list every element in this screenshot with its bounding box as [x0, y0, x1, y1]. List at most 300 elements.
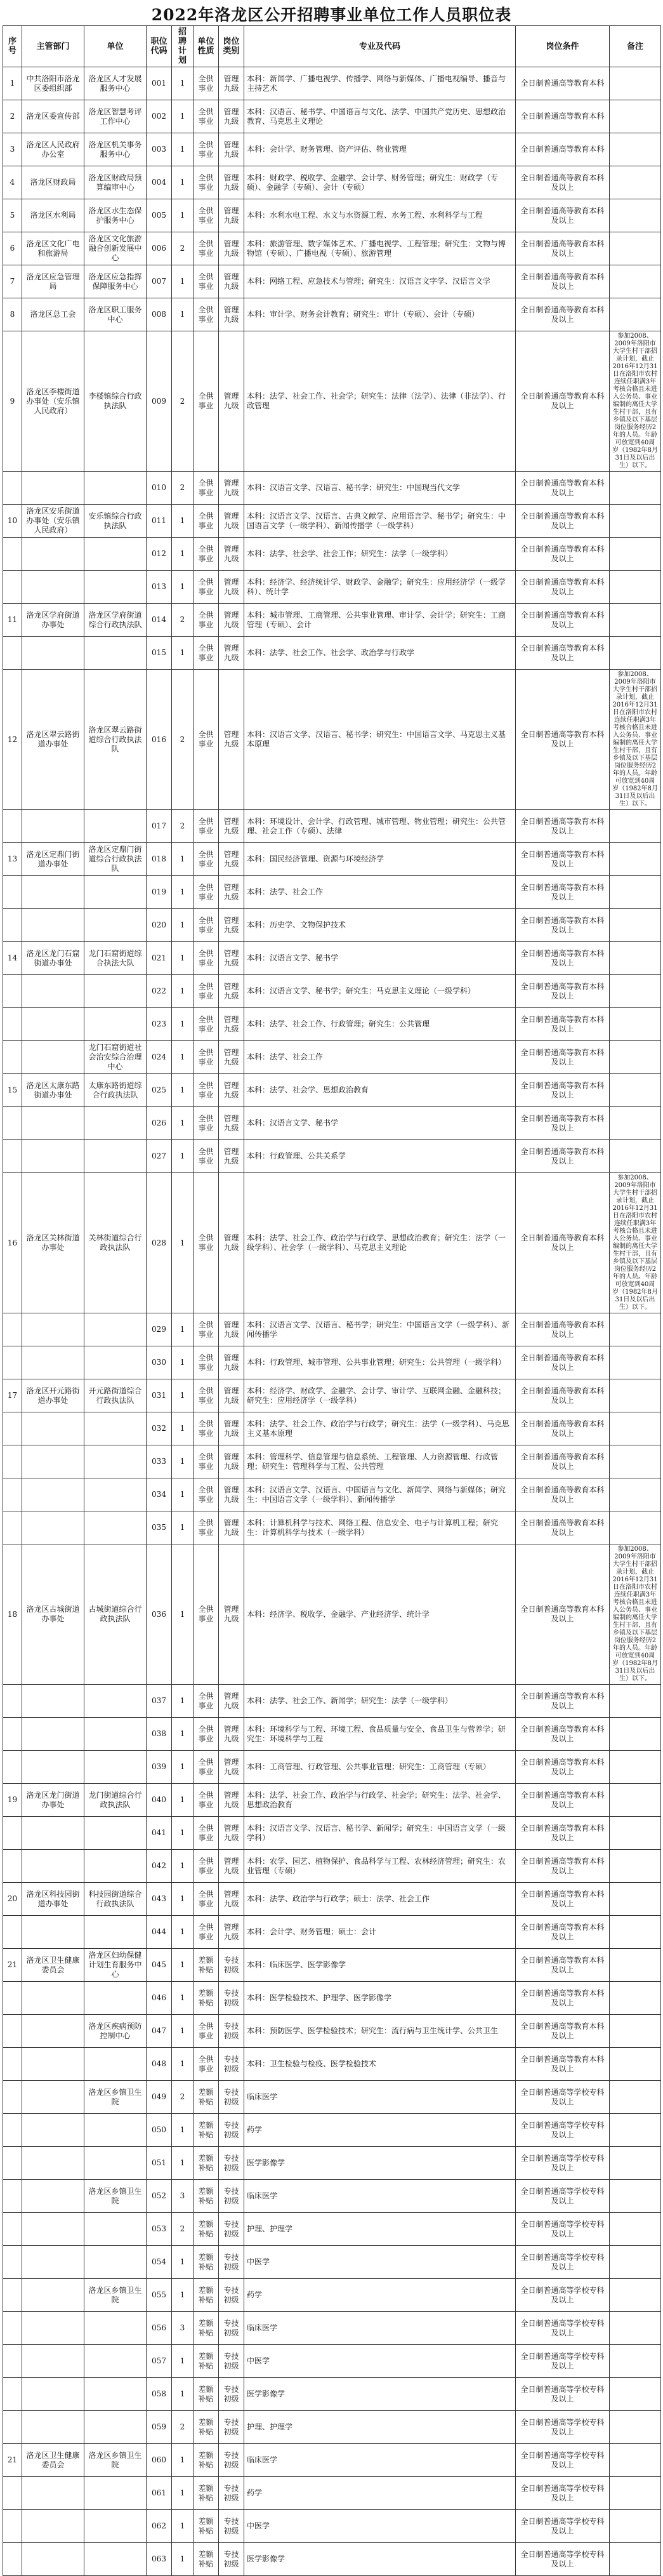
table-row	[3, 1478, 661, 1511]
major-cell: 本科：法学、社会工作	[244, 876, 516, 909]
major-cell: 本科：预防医学、医学检验技术；研究生：流行病与卫生统计学、公共卫生	[244, 2015, 516, 2048]
table-row	[3, 1784, 661, 1817]
condition-cell: 全日制普通高等学校专科及以上	[516, 2345, 610, 2378]
code-cell: 012	[147, 538, 172, 571]
code-cell: 061	[147, 2477, 172, 2510]
plan-cell: 1	[172, 1379, 194, 1412]
major-cell: 药学	[244, 2279, 516, 2312]
note-cell	[610, 100, 661, 133]
table-row	[3, 2048, 661, 2081]
major-cell: 本科：汉语言文学、汉语言、秘书学、新闻学；研究生：中国语言文学（一级学科）	[244, 1817, 516, 1850]
note-cell	[610, 1041, 661, 1074]
condition-cell: 全日制普通高等教育本科及以上	[516, 1313, 610, 1346]
major-cell: 本科：旅游管理、数字媒体艺术、广播电视学、工程管理；研究生：文物与博物馆（专硕）、广播电视（专硕）、旅游管理	[244, 232, 516, 265]
major-cell: 本科：会计学、财务管理；硕士：会计	[244, 1916, 516, 1949]
code-cell: 036	[147, 1544, 172, 1685]
unit-cell	[84, 1751, 147, 1784]
nature-cell: 差额补贴	[194, 2279, 219, 2312]
category-cell: 管理九级	[219, 975, 244, 1008]
major-cell: 本科：网络工程、应急技术与管理；研究生：汉语言文字学、汉语言文学	[244, 265, 516, 298]
major-cell: 中医学	[244, 2510, 516, 2543]
seq-cell	[3, 1982, 22, 2015]
condition-cell: 全日制普通高等学校专科及以上	[516, 2180, 610, 2213]
condition-cell: 全日制普通高等学校专科及以上	[516, 2477, 610, 2510]
category-cell: 管理九级	[219, 1751, 244, 1784]
unit-cell: 太康东路街道综合行政执法队	[84, 1074, 147, 1107]
code-cell: 050	[147, 2114, 172, 2147]
seq-cell	[3, 1685, 22, 1718]
table-row	[3, 1982, 661, 2015]
table-row	[3, 2411, 661, 2444]
table-row	[3, 604, 661, 637]
note-cell	[610, 232, 661, 265]
condition-cell: 全日制普通高等教育本科	[516, 67, 610, 100]
note-cell	[610, 2444, 661, 2477]
category-cell: 专技初级	[219, 2543, 244, 2576]
plan-cell: 1	[172, 1511, 194, 1544]
header-dept: 主管部门	[22, 26, 84, 67]
plan-cell: 1	[172, 1074, 194, 1107]
dept-cell: 洛龙区卫生健康委员会	[22, 1949, 84, 1982]
major-cell: 中医学	[244, 2345, 516, 2378]
plan-cell: 1	[172, 1982, 194, 2015]
note-cell	[610, 133, 661, 166]
nature-cell: 全供事业	[194, 975, 219, 1008]
note-cell	[610, 843, 661, 876]
category-cell: 管理九级	[219, 331, 244, 472]
table-row	[3, 975, 661, 1008]
nature-cell: 全供事业	[194, 1445, 219, 1478]
unit-cell	[84, 1685, 147, 1718]
dept-cell	[22, 1445, 84, 1478]
category-cell: 管理九级	[219, 472, 244, 505]
dept-cell: 洛龙区财政局	[22, 166, 84, 199]
seq-cell	[3, 1445, 22, 1478]
header-unit: 单位	[84, 26, 147, 67]
dept-cell	[22, 1916, 84, 1949]
nature-cell: 全供事业	[194, 67, 219, 100]
seq-cell	[3, 2015, 22, 2048]
unit-cell	[84, 810, 147, 843]
category-cell: 管理九级	[219, 909, 244, 942]
plan-cell: 1	[172, 942, 194, 975]
unit-cell	[84, 1313, 147, 1346]
category-cell: 专技初级	[219, 2015, 244, 2048]
category-cell: 管理九级	[219, 1883, 244, 1916]
nature-cell: 差额补贴	[194, 1949, 219, 1982]
condition-cell: 全日制普通高等教育本科及以上	[516, 637, 610, 670]
plan-cell: 1	[172, 1949, 194, 1982]
category-cell: 专技初级	[219, 2246, 244, 2279]
condition-cell: 全日制普通高等教育本科及以上	[516, 1041, 610, 1074]
note-cell: 参加2008、2009年洛阳市大学生村干部招录计划，截止2016年12月31日在洛阳市农村连续任职满3年考核合格且未进入公务员、事业编制的离任大学生村干部，且有乡镇及以下基层岗位服务经历2年的人员。年龄可放宽到40周岁（1982年8月31日及以后出生）以下。	[610, 1544, 661, 1685]
table-row	[3, 1313, 661, 1346]
table-row	[3, 1379, 661, 1412]
plan-cell: 1	[172, 1883, 194, 1916]
condition-cell: 全日制普通高等教育本科及以上	[516, 1478, 610, 1511]
unit-cell	[84, 2213, 147, 2246]
table-row	[3, 2477, 661, 2510]
dept-cell	[22, 1982, 84, 2015]
table-row	[3, 1916, 661, 1949]
unit-cell: 洛龙区乡镇卫生院	[84, 2180, 147, 2213]
condition-cell: 全日制普通高等学校专科及以上	[516, 2147, 610, 2180]
seq-cell	[3, 2543, 22, 2576]
category-cell: 管理九级	[219, 67, 244, 100]
unit-cell: 洛龙区应急指挥保障服务中心	[84, 265, 147, 298]
dept-cell	[22, 2015, 84, 2048]
plan-cell: 1	[172, 1478, 194, 1511]
nature-cell: 全供事业	[194, 1074, 219, 1107]
code-cell: 059	[147, 2411, 172, 2444]
category-cell: 专技初级	[219, 2081, 244, 2114]
condition-cell: 全日制普通高等教育本科及以上	[516, 1173, 610, 1313]
plan-cell: 1	[172, 1041, 194, 1074]
major-cell: 临床医学	[244, 2312, 516, 2345]
category-cell: 专技初级	[219, 2147, 244, 2180]
condition-cell: 全日制普通高等教育本科及以上	[516, 2015, 610, 2048]
condition-cell: 全日制普通高等学校专科及以上	[516, 2246, 610, 2279]
seq-cell: 2	[3, 100, 22, 133]
table-row	[3, 232, 661, 265]
condition-cell: 全日制普通高等教育本科及以上	[516, 1916, 610, 1949]
table-body	[3, 67, 661, 2576]
table-row	[3, 1511, 661, 1544]
seq-cell: 19	[3, 1784, 22, 1817]
condition-cell: 全日制普通高等学校专科及以上	[516, 2510, 610, 2543]
plan-cell: 1	[172, 166, 194, 199]
major-cell: 药学	[244, 2477, 516, 2510]
dept-cell	[22, 2213, 84, 2246]
unit-cell: 洛龙区乡镇卫生院	[84, 2279, 147, 2312]
major-cell: 本科：汉语言文学、汉语言、秘书学；研究生：中国现当代文学	[244, 472, 516, 505]
nature-cell: 差额补贴	[194, 2378, 219, 2411]
category-cell: 专技初级	[219, 2180, 244, 2213]
nature-cell: 全供事业	[194, 166, 219, 199]
note-cell: 参加2008、2009年洛阳市大学生村干部招录计划，截止2016年12月31日在洛阳市农村连续任职满3年考核合格且未进入公务员、事业编制的离任大学生村干部，且有乡镇及以下基层岗位服务经历2年的人员。年龄可放宽到40周岁（1982年8月31日及以后出生）以下。	[610, 331, 661, 472]
nature-cell: 差额补贴	[194, 2543, 219, 2576]
unit-cell: 洛龙区文化旅游融合创新发展中心	[84, 232, 147, 265]
seq-cell: 11	[3, 604, 22, 637]
major-cell: 本科：环境设计、会计学、行政管理、城市管理、物业管理；研究生：公共管理、社会工作（专硕）、法律	[244, 810, 516, 843]
unit-cell: 洛龙区定鼎门街道综合行政执法队	[84, 843, 147, 876]
code-cell: 017	[147, 810, 172, 843]
table-row	[3, 1008, 661, 1041]
unit-cell	[84, 2378, 147, 2411]
major-cell: 本科：法学、社会工作、新闻学；研究生：法学（一级学科）	[244, 1685, 516, 1718]
dept-cell	[22, 1685, 84, 1718]
note-cell	[610, 2114, 661, 2147]
unit-cell	[84, 1346, 147, 1379]
nature-cell: 全供事业	[194, 1883, 219, 1916]
condition-cell: 全日制普通高等学校专科及以上	[516, 2378, 610, 2411]
category-cell: 专技初级	[219, 2312, 244, 2345]
category-cell: 管理九级	[219, 1140, 244, 1173]
table-row	[3, 1107, 661, 1140]
code-cell: 021	[147, 942, 172, 975]
category-cell: 管理九级	[219, 298, 244, 331]
dept-cell: 洛龙区人民政府办公室	[22, 133, 84, 166]
category-cell: 管理九级	[219, 604, 244, 637]
note-cell	[610, 505, 661, 538]
table-row	[3, 166, 661, 199]
code-cell: 058	[147, 2378, 172, 2411]
condition-cell: 全日制普通高等教育本科及以上	[516, 876, 610, 909]
note-cell	[610, 67, 661, 100]
table-row	[3, 2213, 661, 2246]
table-row	[3, 2147, 661, 2180]
category-cell: 管理九级	[219, 505, 244, 538]
table-row	[3, 1685, 661, 1718]
code-cell: 014	[147, 604, 172, 637]
unit-cell	[84, 1008, 147, 1041]
plan-cell: 1	[172, 2114, 194, 2147]
unit-cell	[84, 1718, 147, 1751]
code-cell: 016	[147, 670, 172, 810]
table-row	[3, 1412, 661, 1445]
plan-cell: 1	[172, 1173, 194, 1313]
table-row	[3, 331, 661, 472]
condition-cell: 全日制普通高等教育本科及以上	[516, 1412, 610, 1445]
category-cell: 管理九级	[219, 1412, 244, 1445]
seq-cell	[3, 1313, 22, 1346]
note-cell	[610, 1346, 661, 1379]
category-cell: 管理九级	[219, 1041, 244, 1074]
note-cell	[610, 1883, 661, 1916]
major-cell: 本科：城市管理、工商管理、公共事业管理、审计学、会计学；研究生：工商管理（专硕）、会计	[244, 604, 516, 637]
seq-cell	[3, 1041, 22, 1074]
dept-cell	[22, 2411, 84, 2444]
category-cell: 管理九级	[219, 1107, 244, 1140]
major-cell: 本科：工商管理、行政管理、公共事业管理；研究生：工商管理（专硕）	[244, 1751, 516, 1784]
dept-cell: 洛龙区翠云路街道办事处	[22, 670, 84, 810]
unit-cell	[84, 1511, 147, 1544]
seq-cell	[3, 538, 22, 571]
code-cell: 015	[147, 637, 172, 670]
major-cell: 本科：经济学、经济统计学、财政学、金融学；研究生：应用经济学（一级学科）、统计学	[244, 571, 516, 604]
major-cell: 本科：汉语言文学、秘书学	[244, 1107, 516, 1140]
condition-cell: 全日制普通高等教育本科及以上	[516, 199, 610, 232]
category-cell: 管理九级	[219, 1008, 244, 1041]
dept-cell	[22, 876, 84, 909]
major-cell: 护理、护理学	[244, 2213, 516, 2246]
note-cell	[610, 1718, 661, 1751]
unit-cell: 洛龙区机关事务服务中心	[84, 133, 147, 166]
code-cell: 023	[147, 1008, 172, 1041]
dept-cell: 洛龙区定鼎门街道办事处	[22, 843, 84, 876]
plan-cell: 2	[172, 472, 194, 505]
category-cell: 管理九级	[219, 810, 244, 843]
note-cell	[610, 2312, 661, 2345]
seq-cell	[3, 2147, 22, 2180]
seq-cell: 18	[3, 1544, 22, 1685]
category-cell: 管理九级	[219, 571, 244, 604]
category-cell: 专技初级	[219, 2114, 244, 2147]
code-cell: 004	[147, 166, 172, 199]
table-row	[3, 810, 661, 843]
table-row	[3, 1173, 661, 1313]
category-cell: 管理九级	[219, 166, 244, 199]
seq-cell	[3, 1850, 22, 1883]
header-plan: 招聘计划	[172, 26, 194, 67]
unit-cell	[84, 2543, 147, 2576]
category-cell: 专技初级	[219, 2378, 244, 2411]
category-cell: 专技初级	[219, 2510, 244, 2543]
dept-cell	[22, 2477, 84, 2510]
plan-cell: 3	[172, 2312, 194, 2345]
plan-cell: 1	[172, 2543, 194, 2576]
unit-cell	[84, 538, 147, 571]
category-cell: 专技初级	[219, 1982, 244, 2015]
unit-cell	[84, 2048, 147, 2081]
dept-cell: 洛龙区开元路街道办事处	[22, 1379, 84, 1412]
plan-cell: 1	[172, 2510, 194, 2543]
major-cell: 本科：经济学、税收学、金融学、产业经济学、统计学	[244, 1544, 516, 1685]
seq-cell	[3, 1817, 22, 1850]
header-note: 备注	[610, 26, 661, 67]
table-row	[3, 942, 661, 975]
dept-cell	[22, 2180, 84, 2213]
seq-cell	[3, 2312, 22, 2345]
note-cell	[610, 166, 661, 199]
condition-cell: 全日制普通高等教育本科及以上	[516, 1718, 610, 1751]
category-cell: 专技初级	[219, 2213, 244, 2246]
plan-cell: 1	[172, 199, 194, 232]
nature-cell: 全供事业	[194, 199, 219, 232]
nature-cell: 全供事业	[194, 1346, 219, 1379]
table-row	[3, 100, 661, 133]
table-row	[3, 1140, 661, 1173]
condition-cell: 全日制普通高等教育本科及以上	[516, 166, 610, 199]
condition-cell: 全日制普通高等教育本科及以上	[516, 538, 610, 571]
note-cell	[610, 1982, 661, 2015]
dept-cell: 洛龙区委宣传部	[22, 100, 84, 133]
unit-cell: 洛龙区翠云路街道综合行政执法队	[84, 670, 147, 810]
major-cell: 临床医学	[244, 2180, 516, 2213]
code-cell: 049	[147, 2081, 172, 2114]
nature-cell: 差额补贴	[194, 2411, 219, 2444]
note-cell	[610, 1074, 661, 1107]
major-cell: 中医学	[244, 2246, 516, 2279]
note-cell	[610, 2015, 661, 2048]
note-cell	[610, 2477, 661, 2510]
major-cell: 本科：财政学、税收学、金融学、会计学、财务管理；研究生：财政学（专硕）、金融学（专硕）、会计（专硕）	[244, 166, 516, 199]
unit-cell: 洛龙区职工服务中心	[84, 298, 147, 331]
major-cell: 本科：历史学、文物保护技术	[244, 909, 516, 942]
code-cell: 062	[147, 2510, 172, 2543]
unit-cell	[84, 1140, 147, 1173]
plan-cell: 2	[172, 2213, 194, 2246]
table-row	[3, 1817, 661, 1850]
note-cell	[610, 1478, 661, 1511]
plan-cell: 2	[172, 670, 194, 810]
condition-cell: 全日制普通高等学校专科及以上	[516, 2312, 610, 2345]
nature-cell: 全供事业	[194, 1850, 219, 1883]
major-cell: 医学影像学	[244, 2147, 516, 2180]
seq-cell: 12	[3, 670, 22, 810]
dept-cell: 洛龙区太康东路街道办事处	[22, 1074, 84, 1107]
code-cell: 045	[147, 1949, 172, 1982]
plan-cell: 1	[172, 909, 194, 942]
dept-cell	[22, 571, 84, 604]
category-cell: 管理九级	[219, 100, 244, 133]
major-cell: 本科：法学、社会工作、政治学与行政学；研究生：法学（一级学科）、马克思主义基本原理	[244, 1412, 516, 1445]
note-cell	[610, 1511, 661, 1544]
nature-cell: 全供事业	[194, 1751, 219, 1784]
nature-cell: 差额补贴	[194, 2081, 219, 2114]
note-cell	[610, 909, 661, 942]
unit-cell: 洛龙区财政局预算编审中心	[84, 166, 147, 199]
nature-cell: 全供事业	[194, 100, 219, 133]
plan-cell: 1	[172, 1008, 194, 1041]
unit-cell: 李楼镇综合行政执法队	[84, 331, 147, 472]
condition-cell: 全日制普通高等教育本科及以上	[516, 975, 610, 1008]
table-row	[3, 298, 661, 331]
seq-cell	[3, 1346, 22, 1379]
code-cell: 039	[147, 1751, 172, 1784]
nature-cell: 全供事业	[194, 1041, 219, 1074]
dept-cell	[22, 2345, 84, 2378]
table-row	[3, 1751, 661, 1784]
unit-cell	[84, 1850, 147, 1883]
page-title: 2022年洛龙区公开招聘事业单位工作人员职位表	[151, 6, 512, 24]
unit-cell: 龙门街道综合行政执法队	[84, 1784, 147, 1817]
table-row	[3, 1850, 661, 1883]
unit-cell: 洛龙区乡镇卫生院	[84, 2081, 147, 2114]
nature-cell: 差额补贴	[194, 2180, 219, 2213]
major-cell: 本科：汉语言文学、秘书学；研究生：马克思主义理论（一级学科）	[244, 975, 516, 1008]
table-row	[3, 1544, 661, 1685]
unit-cell	[84, 975, 147, 1008]
seq-cell: 4	[3, 166, 22, 199]
plan-cell: 1	[172, 67, 194, 100]
note-cell	[610, 1140, 661, 1173]
major-cell: 本科：法学、政治学与行政学；硕士：法学、社会工作	[244, 1883, 516, 1916]
position-table	[3, 25, 661, 2576]
seq-cell	[3, 2345, 22, 2378]
table-row	[3, 2081, 661, 2114]
seq-cell	[3, 1718, 22, 1751]
note-cell	[610, 1751, 661, 1784]
condition-cell: 全日制普通高等教育本科及以上	[516, 265, 610, 298]
unit-cell	[84, 1982, 147, 2015]
seq-cell: 17	[3, 1379, 22, 1412]
plan-cell: 1	[172, 876, 194, 909]
note-cell	[610, 1445, 661, 1478]
unit-cell	[84, 571, 147, 604]
condition-cell: 全日制普通高等教育本科及以上	[516, 298, 610, 331]
note-cell	[610, 2048, 661, 2081]
unit-cell	[84, 1107, 147, 1140]
header-seq: 序号	[3, 26, 22, 67]
code-cell: 040	[147, 1784, 172, 1817]
table-row	[3, 1041, 661, 1074]
code-cell: 032	[147, 1412, 172, 1445]
condition-cell: 全日制普通高等教育本科及以上	[516, 1445, 610, 1478]
code-cell: 027	[147, 1140, 172, 1173]
unit-cell	[84, 2510, 147, 2543]
category-cell: 管理九级	[219, 1074, 244, 1107]
note-cell	[610, 2543, 661, 2576]
nature-cell: 全供事业	[194, 1313, 219, 1346]
code-cell: 018	[147, 843, 172, 876]
nature-cell: 差额补贴	[194, 2246, 219, 2279]
category-cell: 管理九级	[219, 1817, 244, 1850]
note-cell	[610, 571, 661, 604]
condition-cell: 全日制普通高等学校专科及以上	[516, 2081, 610, 2114]
code-cell: 007	[147, 265, 172, 298]
code-cell: 024	[147, 1041, 172, 1074]
